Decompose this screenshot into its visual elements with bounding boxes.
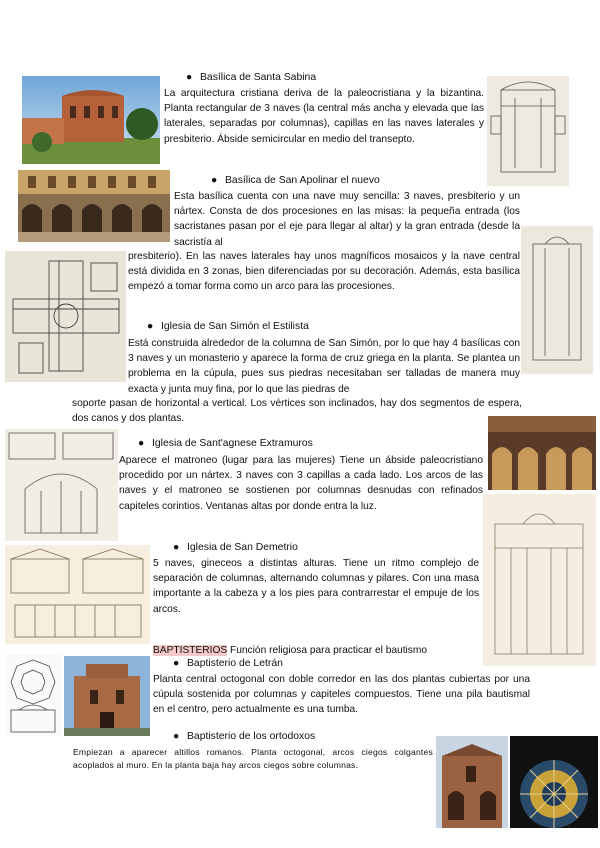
letran-photo xyxy=(64,656,150,736)
santa-sabina-body: La arquitectura cristiana deriva de la paleocristiana y la bizantina. Planta rectangular de 3 naves (la central más ancha y elevada que las laterales, separadas por columnas), capillas en las naves laterales y presbiterio. Ábside semicircular en medio del transepto. xyxy=(164,88,484,145)
bullet-icon: ● xyxy=(211,175,218,186)
baptisterios-intro: Función religiosa para practicar el bautismo xyxy=(227,645,428,656)
san-simon-plan xyxy=(5,251,126,382)
bullet-icon: ● xyxy=(186,72,193,83)
sant-agnese-body: Aparece el matroneo (lugar para las mujeres) Tiene un ábside paleocristiano procedido por un nártex. 3 naves con 3 capillas a cada lado. Los arcos de las naves y el matroneo se sostienen por columnas desnudas con refinados capiteles corintios. Ventanas altas por donde entra la luz. xyxy=(119,455,483,512)
ortodoxos-mosaic-photo xyxy=(510,736,598,828)
san-simon-heading: ● Iglesia de San Simón el Estilista xyxy=(147,321,309,332)
santa-sabina-photo xyxy=(22,76,160,164)
letran-heading: ● Baptisterio de Letrán xyxy=(173,658,283,669)
sant-agnese-heading: ● Iglesia de Sant'agnese Extramuros xyxy=(138,438,313,449)
san-apolinar-plan xyxy=(521,226,593,374)
san-apolinar-body-a: Esta basílica cuenta con una nave muy sencilla: 3 naves, presbiterio y un nártex. Consta de dos procesiones en las misas: la pequeña entrada (los sacristanes pasan por el eje para llegar al altar) y la gran entrada (desde la sacristía al xyxy=(174,191,520,248)
san-demetrio-elevations xyxy=(5,545,150,644)
bullet-icon: ● xyxy=(138,438,145,449)
san-apolinar-body-b: presbiterio). En las naves laterales hay unos magníficos mosaicos y la nave central está dividida en 3 zonas, bien diferenciadas por su decoración. Además, esta basílica empezó a tomar forma como un arco para las procesiones. xyxy=(128,251,520,293)
sant-agnese-photo xyxy=(488,416,596,490)
san-demetrio-body: 5 naves, gineceos a distintas alturas. Tiene un ritmo complejo de separación de columnas, alternando columnas y pilares. Con una masa importante a la cabeza y a los pies para contrarrestar el empuje de los arcos. xyxy=(153,558,479,615)
santa-sabina-plan xyxy=(487,76,569,186)
baptisterios-label: BAPTISTERIOS xyxy=(153,645,228,656)
letran-drawings xyxy=(5,654,62,736)
ortodoxos-exterior-photo xyxy=(436,736,508,828)
sant-agnese-drawings xyxy=(5,429,118,541)
bullet-icon: ● xyxy=(173,731,180,742)
san-demetrio-plan xyxy=(483,494,596,666)
san-simon-body-a: Está construida alrededor de la columna de San Simón, por lo que hay 4 basílicas con 3 naves y un monasterio y aparece la forma de cruz griega en la planta. Se plantea un problema en la cúpula, pues sus piedras necesitaban ser talladas de manera muy exacta y junta muy fina, por lo que las piedras de xyxy=(128,338,520,395)
bullet-icon: ● xyxy=(147,321,154,332)
ortodoxos-heading: ● Baptisterio de los ortodoxos xyxy=(173,731,316,742)
bullet-icon: ● xyxy=(173,542,180,553)
san-apolinar-photo xyxy=(18,170,170,242)
san-demetrio-heading: ● Iglesia de San Demetrio xyxy=(173,542,298,553)
letran-body: Planta central octogonal con doble corredor en las dos plantas cubiertas por una cúpula sostenida por columnas y capiteles compuestos. Tiene una pila bautismal en el centro, pero actualmente es una tumba. xyxy=(153,674,530,716)
baptisterios-title xyxy=(153,643,483,658)
san-apolinar-heading: ● Basílica de San Apolinar el nuevo xyxy=(211,175,380,186)
san-simon-body-b: soporte pasan de horizontal a vertical. Los vértices son inclinados, hay dos segmentos de espera, dos canos y dos plantas. xyxy=(72,398,522,425)
ortodoxos-body: Empiezan a aparecer altillos romanos. Planta octogonal, arcos ciegos colgantes acoplados al muro. En la planta baja hay arcos ciegos sobre columnas. xyxy=(73,747,433,770)
bullet-icon: ● xyxy=(173,658,180,669)
santa-sabina-heading: ● Basílica de Santa Sabina xyxy=(186,72,317,83)
